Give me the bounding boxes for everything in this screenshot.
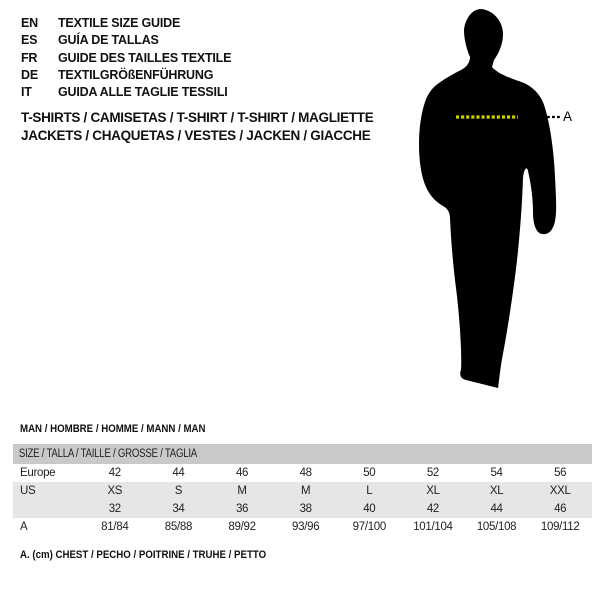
table-row-us-letters	[13, 482, 592, 500]
table-cell: 109/112	[540, 521, 580, 533]
table-cell: S	[174, 485, 183, 497]
table-cell: 97/100	[352, 521, 386, 533]
table-cell: M	[237, 485, 247, 497]
table-cell: 44	[172, 467, 185, 479]
table-cell: 101/104	[413, 521, 453, 533]
row-label: Europe	[20, 467, 56, 479]
language-title: GUIDE DES TAILLES TEXTILE	[58, 50, 232, 65]
table-cell: M	[301, 485, 311, 497]
language-code: FR	[21, 50, 38, 65]
language-code: DE	[21, 67, 38, 82]
language-title: TEXTILGRÖßENFÜHRUNG	[58, 67, 214, 82]
language-list	[21, 15, 231, 101]
size-table	[13, 444, 592, 536]
table-cell: 89/92	[228, 521, 256, 533]
table-cell: 48	[299, 467, 312, 479]
table-cell: 44	[490, 503, 503, 515]
table-cell: XL	[426, 485, 440, 497]
table-row-europe	[13, 464, 592, 482]
language-title: TEXTILE SIZE GUIDE	[58, 16, 181, 30]
category-heading	[21, 109, 373, 145]
table-cell: L	[366, 485, 373, 497]
measure-label-a: A	[563, 109, 573, 124]
table-header-row	[13, 444, 592, 464]
table-cell: 105/108	[476, 521, 517, 533]
language-code: IT	[21, 85, 32, 100]
table-cell: 50	[363, 467, 376, 479]
table-cell: 42	[108, 467, 121, 479]
table-cell: 54	[490, 467, 503, 479]
language-row	[21, 84, 231, 101]
language-row	[21, 15, 231, 32]
table-cell: 38	[299, 503, 312, 515]
language-code: ES	[21, 33, 38, 48]
table-cell: 52	[426, 467, 440, 479]
table-cell: 93/96	[292, 521, 320, 533]
language-row	[21, 50, 231, 67]
table-cell: 81/84	[101, 521, 129, 533]
category-line-jackets: JACKETS / CHAQUETAS / VESTES / JACKEN / GIACCHE	[21, 128, 371, 143]
table-cell: 34	[172, 503, 185, 515]
row-label: A	[20, 521, 28, 533]
category-line-tshirts: T-SHIRTS / CAMISETAS / T-SHIRT / T-SHIRT / MAGLIETTE	[21, 110, 374, 125]
table-cell: XL	[489, 485, 504, 497]
table-cell: 42	[426, 503, 440, 515]
language-row	[21, 67, 231, 84]
table-cell: XXL	[549, 485, 571, 497]
table-cell: 40	[363, 503, 376, 515]
language-title: GUIDA ALLE TAGLIE TESSILI	[58, 85, 228, 100]
table-row-chest-a	[13, 518, 592, 536]
table-cell: 46	[554, 503, 567, 515]
man-silhouette-shape	[419, 9, 556, 388]
row-label: US	[20, 485, 36, 497]
table-cell: 46	[235, 467, 249, 479]
table-header-label: SIZE / TALLA / TAILLE / GRÖSSE / TAGLIA	[18, 448, 197, 460]
language-row	[21, 32, 231, 49]
table-row-us-numbers	[13, 500, 592, 518]
table-cell: 56	[554, 467, 567, 479]
language-code: EN	[21, 16, 38, 30]
table-cell: XS	[107, 485, 123, 497]
table-cell: 32	[108, 503, 121, 515]
measurement-footnote: A. (cm) CHEST / PECHO / POITRINE / TRUHE / PETTO	[20, 549, 267, 561]
section-title-man: MAN / HOMBRE / HOMME / MANN / MAN	[20, 423, 206, 435]
table-cell: 85/88	[164, 521, 193, 533]
table-cell: 36	[235, 503, 249, 515]
language-title: GUÍA DE TALLAS	[58, 33, 159, 48]
